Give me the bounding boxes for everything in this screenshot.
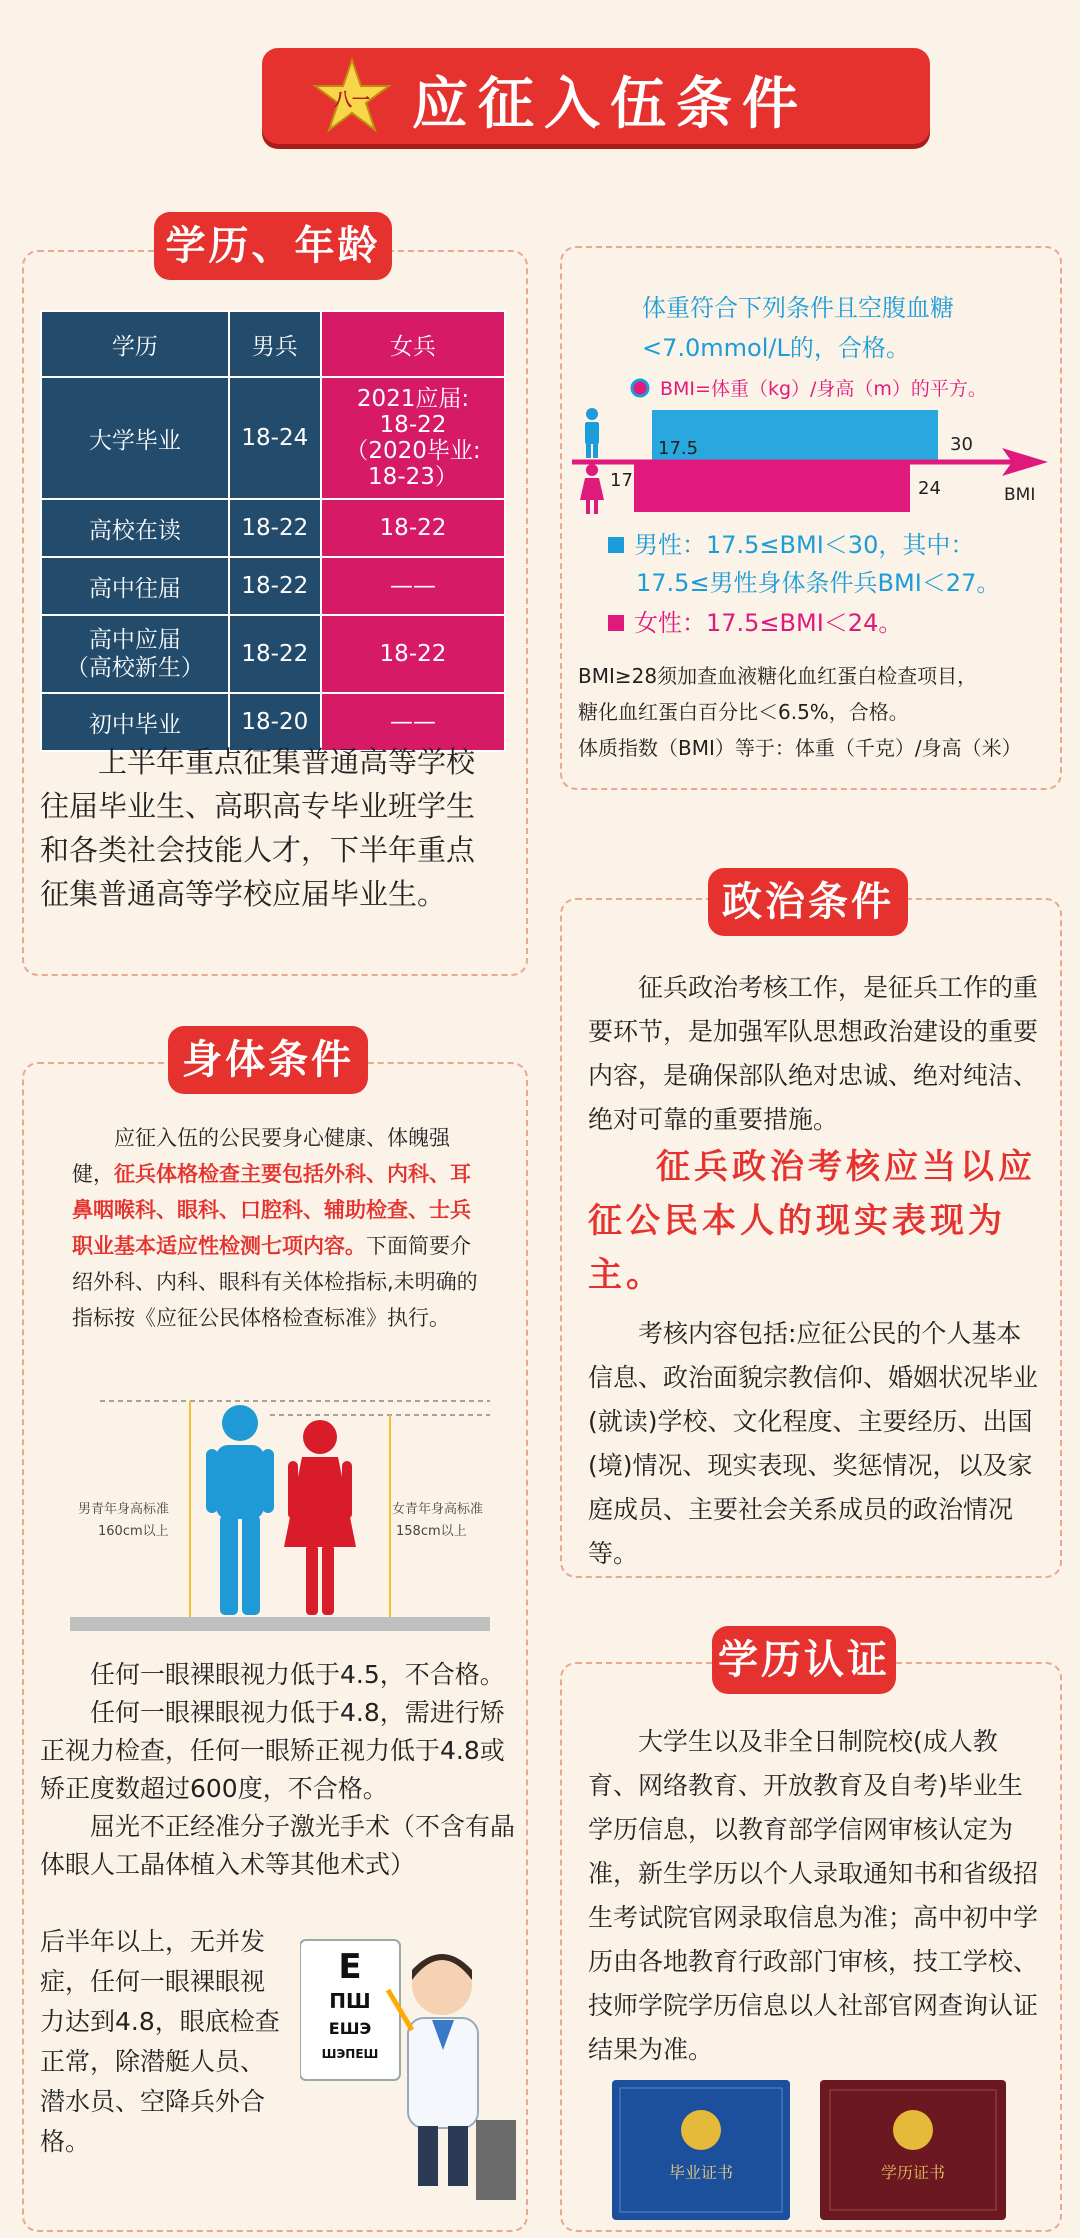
education-age-table: [40, 310, 506, 752]
cell-edu: 高校在读: [41, 499, 229, 557]
bmi-diagram: [572, 370, 1052, 520]
cell-male: 18-22: [229, 615, 321, 693]
eye-chart-row: ΠШ: [329, 1989, 371, 2013]
political-p3: 考核内容包括:应征公民的个人基本信息、政治面貌宗教信仰、婚姻状况毕业(就读)学校、文化程度、主要经历、出国(境)情况、现实表现、奖惩情况，以及家庭成员、主要社会关系成员的政治情况等。: [588, 1319, 1039, 1568]
female-height-label: 女青年身高标准: [392, 1502, 484, 1517]
physical-intro: [72, 1120, 490, 1336]
male-figure-icon: [206, 1405, 274, 1615]
table-row: [41, 615, 505, 693]
female-square-icon: [608, 615, 624, 631]
cell-female: 18-22: [321, 615, 505, 693]
table-header-female: 女兵: [321, 311, 505, 377]
physical-heading: 身体条件: [168, 1026, 368, 1094]
table-header-edu: 学历: [41, 311, 229, 377]
vision-line: 格。: [40, 2127, 91, 2156]
education-age-note: [40, 740, 510, 916]
eye-chart-row: E: [338, 1947, 362, 1987]
page-title: 应征入伍条件: [412, 72, 808, 137]
emblem-icon: [893, 2110, 933, 2150]
cell-edu: [41, 615, 229, 693]
bmi-female-rule: [608, 604, 902, 642]
tick-female-end: 24: [918, 478, 941, 499]
cell-male: 18-22: [229, 557, 321, 615]
female-bmi-bar: [634, 464, 910, 512]
certification-p1: 大学生以及非全日制院校(成人教育、网络教育、开放教育及自考)毕业生学历信息，以教育部学信网审核认定为准，新生学历以个人录取通知书和省级招生考试院官网录取信息为准；高中初中学历由各地教育行政部门审核，技工学校、技师学院学历信息以人社部官网查询认证结果为准。: [588, 1727, 1039, 2064]
cell-female: 18-22: [321, 499, 505, 557]
height-standard-figure: [70, 1395, 510, 1635]
vision-line: 正常，除潜艇人员、: [40, 2047, 266, 2076]
female-figure-icon: [284, 1420, 356, 1615]
cell-edu: 初中毕业: [41, 693, 229, 751]
eye-chart-row: ШЭΠЕШ: [321, 2047, 379, 2061]
male-height-label: 160cm以上: [98, 1524, 169, 1539]
female-rule-line: 女性：17.5≤BMI＜24。: [634, 609, 903, 637]
cell-edu: 高中往届: [41, 557, 229, 615]
cell-female: [321, 377, 505, 499]
political-heading: 政治条件: [708, 868, 908, 936]
note-line: 征集普通高等学校应届毕业生。: [40, 877, 447, 911]
physical-intro-b: 下面简要介绍外科、内科、眼科有关体检指标,未明确的指标按《应征公民体格检查标准》执行。: [72, 1234, 478, 1330]
male-figure-icon: [585, 408, 599, 458]
note-line: 上半年重点征集普通高等学校: [98, 745, 476, 779]
vision-rule-3b: [40, 1922, 310, 2162]
vision-line: 潜水员、空降兵外合: [40, 2087, 266, 2116]
bmi-male-rule: [608, 526, 1000, 602]
education-age-heading: 学历、年龄: [154, 212, 392, 280]
axis-label: BMI: [1004, 485, 1036, 505]
note-line: 和各类社会技能人才，下半年重点: [40, 833, 476, 867]
certification-heading: 学历认证: [712, 1626, 896, 1694]
female-height-label: 158cm以上: [396, 1524, 467, 1539]
cell-male: 18-22: [229, 499, 321, 557]
physical-intro-a: 应征入伍的公民要身心健康、体魄强健，: [72, 1126, 450, 1186]
vision-line: 症，任何一眼裸眼视: [40, 1967, 266, 1996]
cell-female-line: （2020毕业:: [345, 438, 481, 464]
floor: [70, 1617, 490, 1631]
bmi-notes: [578, 658, 1048, 766]
cell-female: ——: [321, 557, 505, 615]
cell-edu-line: （高校新生）: [65, 655, 204, 681]
bmi-intro-line: 体重符合下列条件且空腹血糖: [642, 294, 954, 322]
star-emblem-icon: [312, 56, 392, 136]
tick-male-start: 17.5: [658, 438, 699, 459]
bmi-note-line: BMI≥28须加查血液糖化血红蛋白检查项目，: [578, 664, 978, 688]
cell-male: 18-20: [229, 693, 321, 751]
cert-red-title: 学历证书: [880, 2163, 946, 2182]
vision-text: [40, 1656, 518, 1884]
female-figure-icon: [580, 464, 604, 514]
physical-intro-red: 征兵体格检查主要包括外科、内科、耳鼻咽喉科、眼科、口腔科、辅助检查、士兵职业基本适应性检测七项内容。: [72, 1162, 471, 1258]
vision-line: 力达到4.8，眼底检查: [40, 2007, 280, 2036]
political-p2: 征兵政治考核应当以应征公民本人的现实表现为主。: [588, 1147, 1036, 1295]
svg-text:八一: 八一: [334, 90, 370, 111]
bullet-icon: [632, 380, 648, 396]
male-height-label: 男青年身高标准: [78, 1502, 170, 1517]
table-row: [41, 557, 505, 615]
vision-rule-3a: 屈光不正经准分子激光手术（不含有晶体眼人工晶体植入术等其他术式）: [40, 1812, 516, 1879]
table-row: [41, 499, 505, 557]
male-rule-line: 17.5≤男性身体条件兵BMI＜27。: [636, 569, 1001, 597]
emblem-icon: [681, 2110, 721, 2150]
eye-chart-row: ЕШЭ: [328, 2019, 372, 2038]
cell-edu: 大学毕业: [41, 377, 229, 499]
note-line: 往届毕业生、高职高专毕业班学生: [40, 789, 476, 823]
cell-female: ——: [321, 693, 505, 751]
table-row: [41, 377, 505, 499]
chair: [476, 2120, 516, 2200]
vision-line: 后半年以上，无并发: [40, 1927, 266, 1956]
cell-male: 18-24: [229, 377, 321, 499]
vision-rule-2: 任何一眼裸眼视力低于4.8，需进行矫正视力检查，任何一眼矫正视力低于4.8或矫正度数超过600度，不合格。: [40, 1698, 505, 1803]
cert-blue-title: 毕业证书: [668, 2163, 734, 2182]
bmi-note-line: 糖化血红蛋白百分比＜6.5%，合格。: [578, 700, 909, 724]
bmi-note-line: 体质指数（BMI）等于：体重（千克）/身高（米）: [578, 736, 1022, 760]
bmi-intro: [598, 288, 1028, 368]
cell-edu-line: 高中应届: [88, 627, 181, 653]
cell-female-line: 18-22: [379, 412, 447, 438]
male-rule-line: 男性：17.5≤BMI＜30，其中：: [634, 531, 975, 559]
doctor-icon: [388, 1954, 478, 2186]
eye-exam-illustration: [300, 1930, 520, 2220]
table-header-male: 男兵: [229, 311, 321, 377]
male-square-icon: [608, 537, 624, 553]
tick-female-start: 17: [610, 470, 633, 491]
bmi-intro-line: <7.0mmol/L的，合格。: [642, 334, 910, 362]
political-p1: 征兵政治考核工作，是征兵工作的重要环节，是加强军队思想政治建设的重要内容，是确保部队绝对忠诚、绝对纯洁、绝对可靠的重要措施。: [588, 973, 1039, 1134]
vision-rule-1: 任何一眼裸眼视力低于4.5，不合格。: [90, 1660, 505, 1689]
cell-female-line: 2021应届:: [356, 386, 470, 412]
cell-female-line: 18-23）: [368, 464, 458, 490]
header-banner: [262, 48, 930, 144]
tick-male-end: 30: [950, 434, 973, 455]
blue-certificate-image: [612, 2080, 790, 2220]
bmi-formula: BMI=体重（kg）/身高（m）的平方。: [660, 378, 987, 400]
red-certificate-image: [820, 2080, 1006, 2220]
